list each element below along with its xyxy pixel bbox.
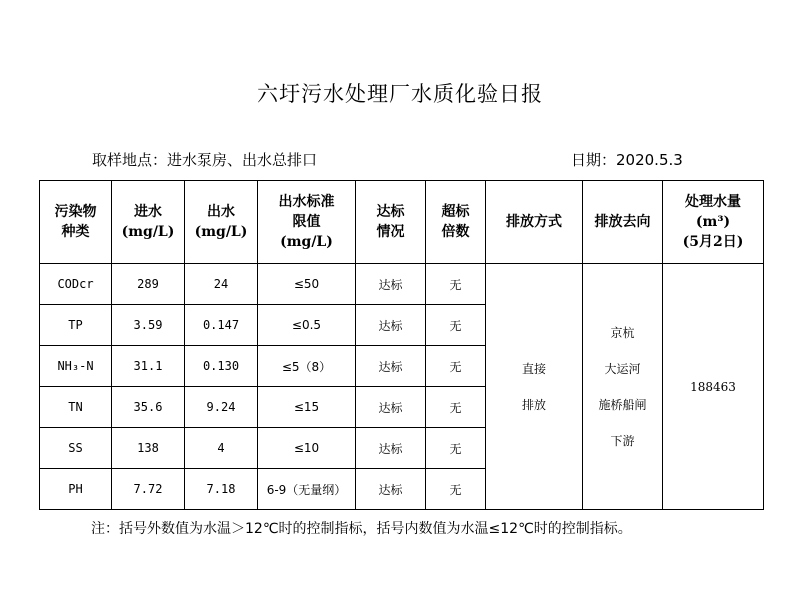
header-standard-line3: (mg/L) (280, 234, 333, 250)
standard-cell: 6-9（无量纲） (258, 469, 356, 510)
header-row (40, 181, 764, 264)
inflow-cell: 31.1 (112, 346, 185, 387)
inflow-cell: 3.59 (112, 305, 185, 346)
header-exceed-line1: 超标 (441, 204, 470, 220)
status-cell: 达标 (356, 387, 426, 428)
header-discharge-direction: 排放去向 (583, 181, 663, 264)
standard-cell: ≤0.5 (258, 305, 356, 346)
header-pollutant-line1: 污染物 (54, 204, 97, 220)
header-outflow (185, 181, 258, 264)
inflow-cell: 138 (112, 428, 185, 469)
discharge-method-line1: 直接 (521, 361, 546, 376)
pollutant-cell: TP (40, 305, 112, 346)
header-volume-line2: (m³) (695, 214, 731, 230)
sampling-location: 取样地点：进水泵房、出水总排口 (92, 151, 318, 169)
discharge-direction-line4: 下游 (610, 433, 635, 448)
outflow-cell: 0.130 (185, 346, 258, 387)
status-cell: 达标 (356, 305, 426, 346)
treated-volume-cell: 188463 (663, 264, 764, 510)
discharge-direction-line3: 施桥船闸 (598, 397, 647, 412)
standard-cell: ≤5（8） (258, 346, 356, 387)
header-compliance (356, 181, 426, 264)
exceed-cell: 无 (426, 428, 486, 469)
discharge-direction-line1: 京杭 (610, 325, 635, 340)
standard-cell: ≤10 (258, 428, 356, 469)
status-cell: 达标 (356, 469, 426, 510)
outflow-cell: 7.18 (185, 469, 258, 510)
table-row (40, 264, 764, 305)
header-standard-line2: 限值 (292, 214, 321, 230)
header-outflow-line1: 出水 (207, 204, 235, 220)
discharge-method-line2: 排放 (521, 397, 546, 412)
outflow-cell: 9.24 (185, 387, 258, 428)
header-exceed-line2: 倍数 (441, 224, 470, 240)
header-inflow-line2: (mg/L) (121, 224, 175, 240)
status-cell: 达标 (356, 264, 426, 305)
outflow-cell: 4 (185, 428, 258, 469)
pollutant-cell: PH (40, 469, 112, 510)
header-discharge-method: 排放方式 (486, 181, 583, 264)
exceed-cell: 无 (426, 469, 486, 510)
header-standard (258, 181, 356, 264)
standard-cell: ≤15 (258, 387, 356, 428)
exceed-cell: 无 (426, 264, 486, 305)
header-pollutant-line2: 种类 (61, 224, 90, 240)
pollutant-cell: CODcr (40, 264, 112, 305)
header-inflow (112, 181, 185, 264)
header-volume-line3: (5月2日) (682, 234, 744, 250)
exceed-cell: 无 (426, 387, 486, 428)
header-compliance-line2: 情况 (376, 224, 405, 240)
header-volume (663, 181, 764, 264)
discharge-direction-line2: 大运河 (604, 361, 641, 376)
inflow-cell: 35.6 (112, 387, 185, 428)
footnote: 注：括号外数值为水温＞12℃时的控制指标，括号内数值为水温≤12℃时的控制指标。 (91, 521, 632, 537)
pollutant-cell: SS (40, 428, 112, 469)
header-volume-line1: 处理水量 (685, 194, 741, 210)
exceed-cell: 无 (426, 346, 486, 387)
header-inflow-line1: 进水 (134, 204, 162, 220)
exceed-cell: 无 (426, 305, 486, 346)
header-outflow-line2: (mg/L) (194, 224, 248, 240)
header-compliance-line1: 达标 (376, 204, 405, 220)
water-quality-table (39, 180, 764, 510)
pollutant-cell: TN (40, 387, 112, 428)
header-exceed (426, 181, 486, 264)
header-standard-line1: 出水标准 (278, 194, 335, 210)
outflow-cell: 24 (185, 264, 258, 305)
discharge-method-cell (486, 264, 583, 510)
status-cell: 达标 (356, 346, 426, 387)
pollutant-cell: NH₃-N (40, 346, 112, 387)
status-cell: 达标 (356, 428, 426, 469)
header-pollutant (40, 181, 112, 264)
inflow-cell: 289 (112, 264, 185, 305)
discharge-direction-cell (583, 264, 663, 510)
report-date: 日期：2020.5.3 (571, 151, 683, 169)
outflow-cell: 0.147 (185, 305, 258, 346)
inflow-cell: 7.72 (112, 469, 185, 510)
page-title: 六圩污水处理厂水质化验日报 (257, 82, 543, 106)
standard-cell: ≤50 (258, 264, 356, 305)
